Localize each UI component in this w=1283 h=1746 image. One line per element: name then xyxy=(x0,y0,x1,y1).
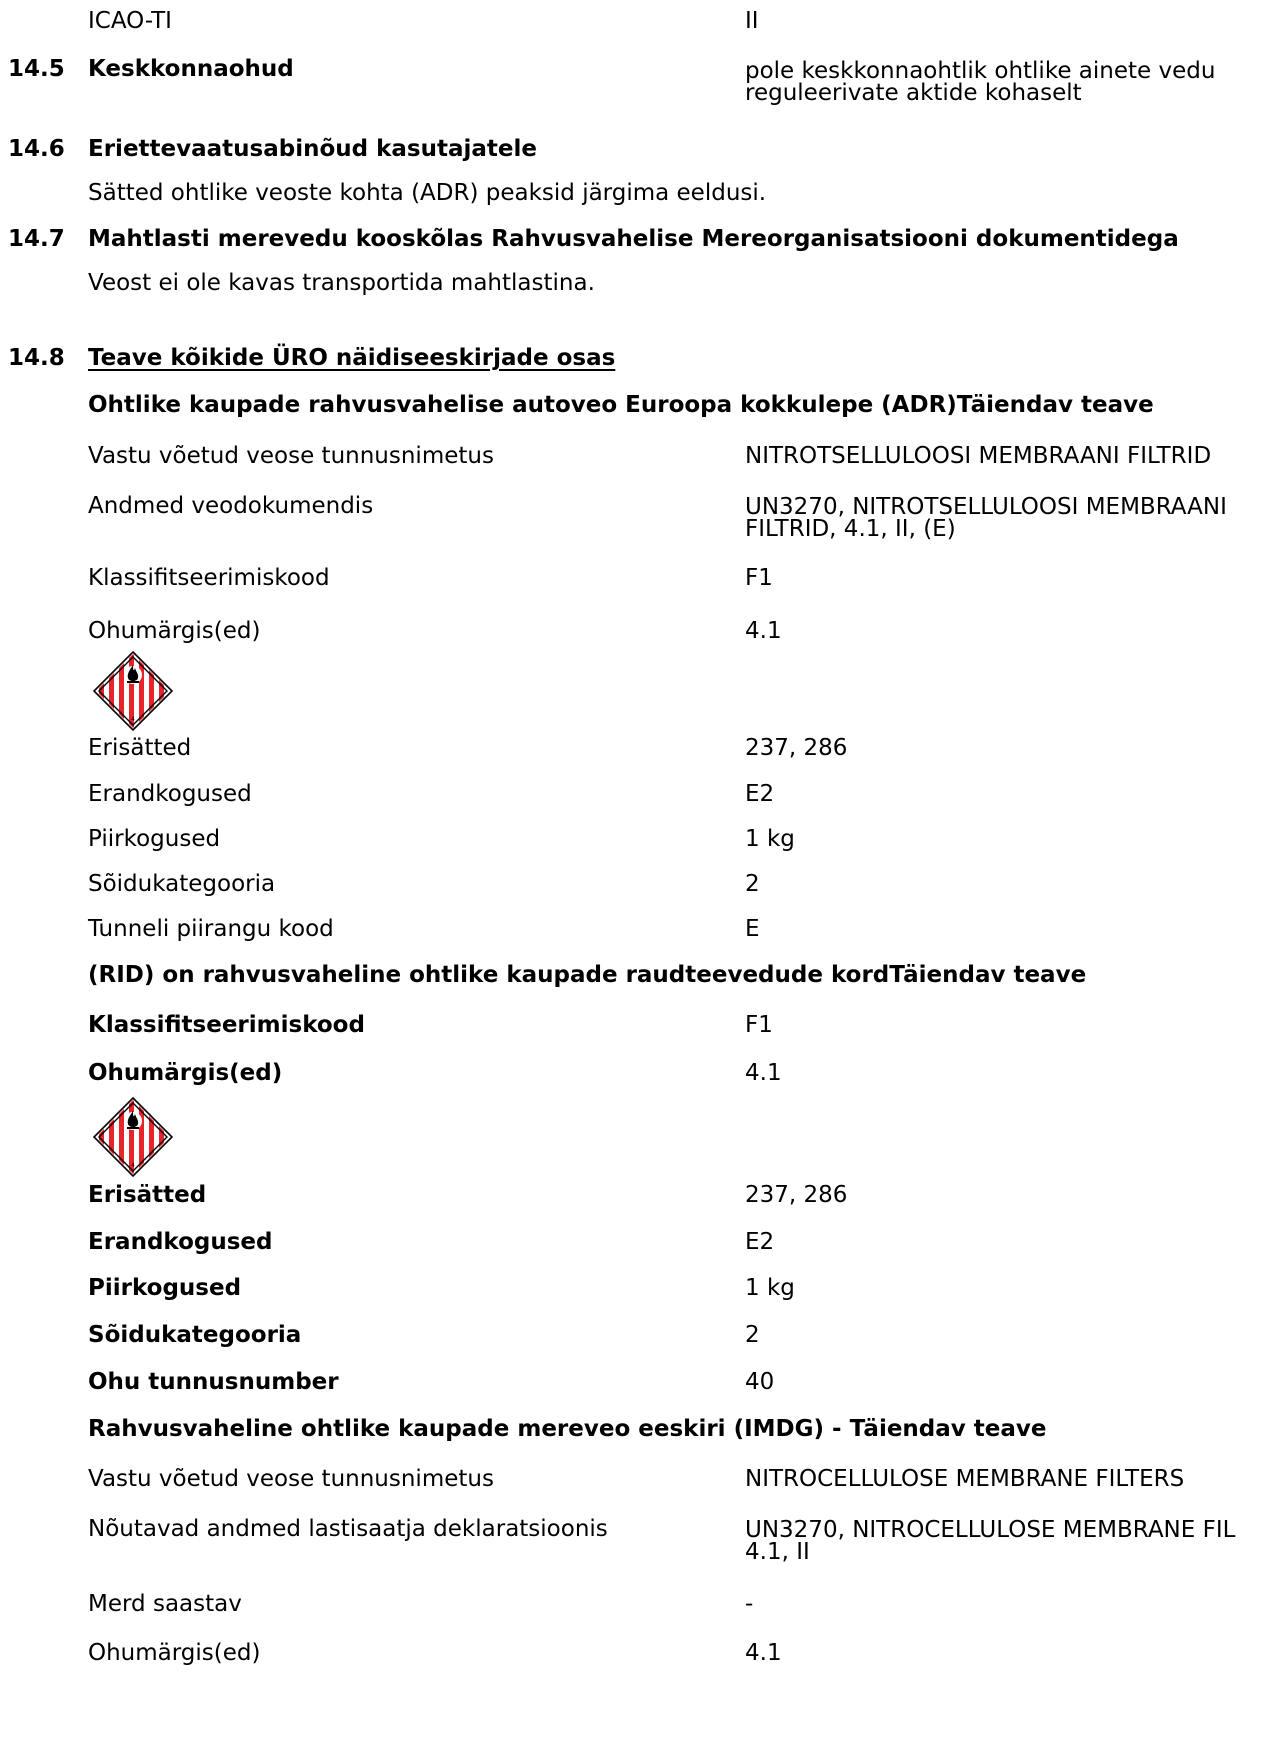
section-title-14-6: Eriettevaatusabinõud kasutajatele xyxy=(88,136,537,162)
section-title-14-8: Teave kõikide ÜRO näidiseeskirjade osas xyxy=(88,345,616,371)
adr-doc-label: Andmed veodokumendis xyxy=(88,493,374,519)
section-number-14-6: 14.6 xyxy=(8,136,65,162)
rid-limited-label: Piirkogused xyxy=(88,1275,242,1301)
adr-class-label: Klassifitseerimiskood xyxy=(88,565,330,591)
rid-vehicle-value: 2 xyxy=(745,1322,760,1348)
adr-excepted-label: Erandkogused xyxy=(88,781,252,807)
adr-hazard-label: Ohumärgis(ed) xyxy=(88,618,261,644)
icao-ti-label: ICAO-TI xyxy=(88,8,172,34)
rid-hazard-label: Ohumärgis(ed) xyxy=(88,1060,283,1086)
adr-excepted-value: E2 xyxy=(745,781,775,807)
adr-vehicle-value: 2 xyxy=(745,871,760,897)
adr-vehicle-label: Sõidukategooria xyxy=(88,871,276,897)
adr-heading: Ohtlike kaupade rahvusvahelise autoveo Euroopa kokkulepe (ADR)Täiendav teave xyxy=(88,392,1154,418)
adr-tunnel-label: Tunneli piirangu kood xyxy=(88,916,334,942)
flammable-solid-pictogram-icon xyxy=(93,651,173,731)
svg-text:4: 4 xyxy=(131,1162,135,1169)
rid-class-value: F1 xyxy=(745,1012,773,1038)
rid-limited-value: 1 kg xyxy=(745,1275,795,1301)
rid-class-label: Klassifitseerimiskood xyxy=(88,1012,365,1038)
adr-doc-value: UN3270, NITROTSELLULOOSI MEMBRAANI FILTRID, 4.1, II, (E) xyxy=(745,494,1227,542)
adr-name-label: Vastu võetud veose tunnusnimetus xyxy=(88,443,494,469)
imdg-name-value: NITROCELLULOSE MEMBRANE FILTERS xyxy=(745,1466,1185,1492)
section-number-14-8: 14.8 xyxy=(8,345,65,371)
imdg-pollutant-value: - xyxy=(745,1591,754,1617)
svg-text:4: 4 xyxy=(131,716,135,723)
rid-excepted-label: Erandkogused xyxy=(88,1229,273,1255)
adr-special-label: Erisätted xyxy=(88,735,192,761)
section-number-14-5: 14.5 xyxy=(8,56,65,82)
environmental-hazards-value: pole keskkonnaohtlik ohtlike ainete vedu reguleerivate aktide kohaselt xyxy=(745,58,1216,106)
flammable-solid-pictogram-icon xyxy=(93,1097,173,1177)
rid-special-label: Erisätted xyxy=(88,1182,207,1208)
icao-ti-value: II xyxy=(745,8,759,34)
rid-hin-value: 40 xyxy=(745,1369,775,1395)
adr-special-value: 237, 286 xyxy=(745,735,848,761)
imdg-decl-value: UN3270, NITROCELLULOSE MEMBRANE FIL 4.1, II xyxy=(745,1517,1236,1565)
rid-excepted-value: E2 xyxy=(745,1229,775,1255)
imdg-heading: Rahvusvaheline ohtlike kaupade mereveo eeskiri (IMDG) - Täiendav teave xyxy=(88,1416,1047,1442)
imdg-pollutant-label: Merd saastav xyxy=(88,1591,242,1617)
rid-hazard-value: 4.1 xyxy=(745,1060,782,1086)
adr-name-value: NITROTSELLULOOSI MEMBRAANI FILTRID xyxy=(745,443,1212,469)
rid-special-value: 237, 286 xyxy=(745,1182,848,1208)
bulk-transport-text: Veost ei ole kavas transportida mahtlastina. xyxy=(88,270,595,296)
imdg-hazard-value: 4.1 xyxy=(745,1640,782,1666)
section-title-14-7: Mahtlasti merevedu kooskõlas Rahvusvahelise Mereorganisatsiooni dokumentidega xyxy=(88,226,1179,252)
imdg-decl-label: Nõutavad andmed lastisaatja deklaratsioonis xyxy=(88,1516,608,1542)
special-precautions-text: Sätted ohtlike veoste kohta (ADR) peaksid järgima eeldusi. xyxy=(88,180,767,206)
adr-class-value: F1 xyxy=(745,565,773,591)
adr-limited-value: 1 kg xyxy=(745,826,795,852)
rid-vehicle-label: Sõidukategooria xyxy=(88,1322,302,1348)
section-title-14-5: Keskkonnaohud xyxy=(88,56,294,82)
adr-limited-label: Piirkogused xyxy=(88,826,221,852)
section-number-14-7: 14.7 xyxy=(8,226,65,252)
rid-heading: (RID) on rahvusvaheline ohtlike kaupade raudteevedude kordTäiendav teave xyxy=(88,962,1087,988)
adr-hazard-value: 4.1 xyxy=(745,618,782,644)
rid-hin-label: Ohu tunnusnumber xyxy=(88,1369,339,1395)
imdg-name-label: Vastu võetud veose tunnusnimetus xyxy=(88,1466,494,1492)
imdg-hazard-label: Ohumärgis(ed) xyxy=(88,1640,261,1666)
adr-tunnel-value: E xyxy=(745,916,760,942)
